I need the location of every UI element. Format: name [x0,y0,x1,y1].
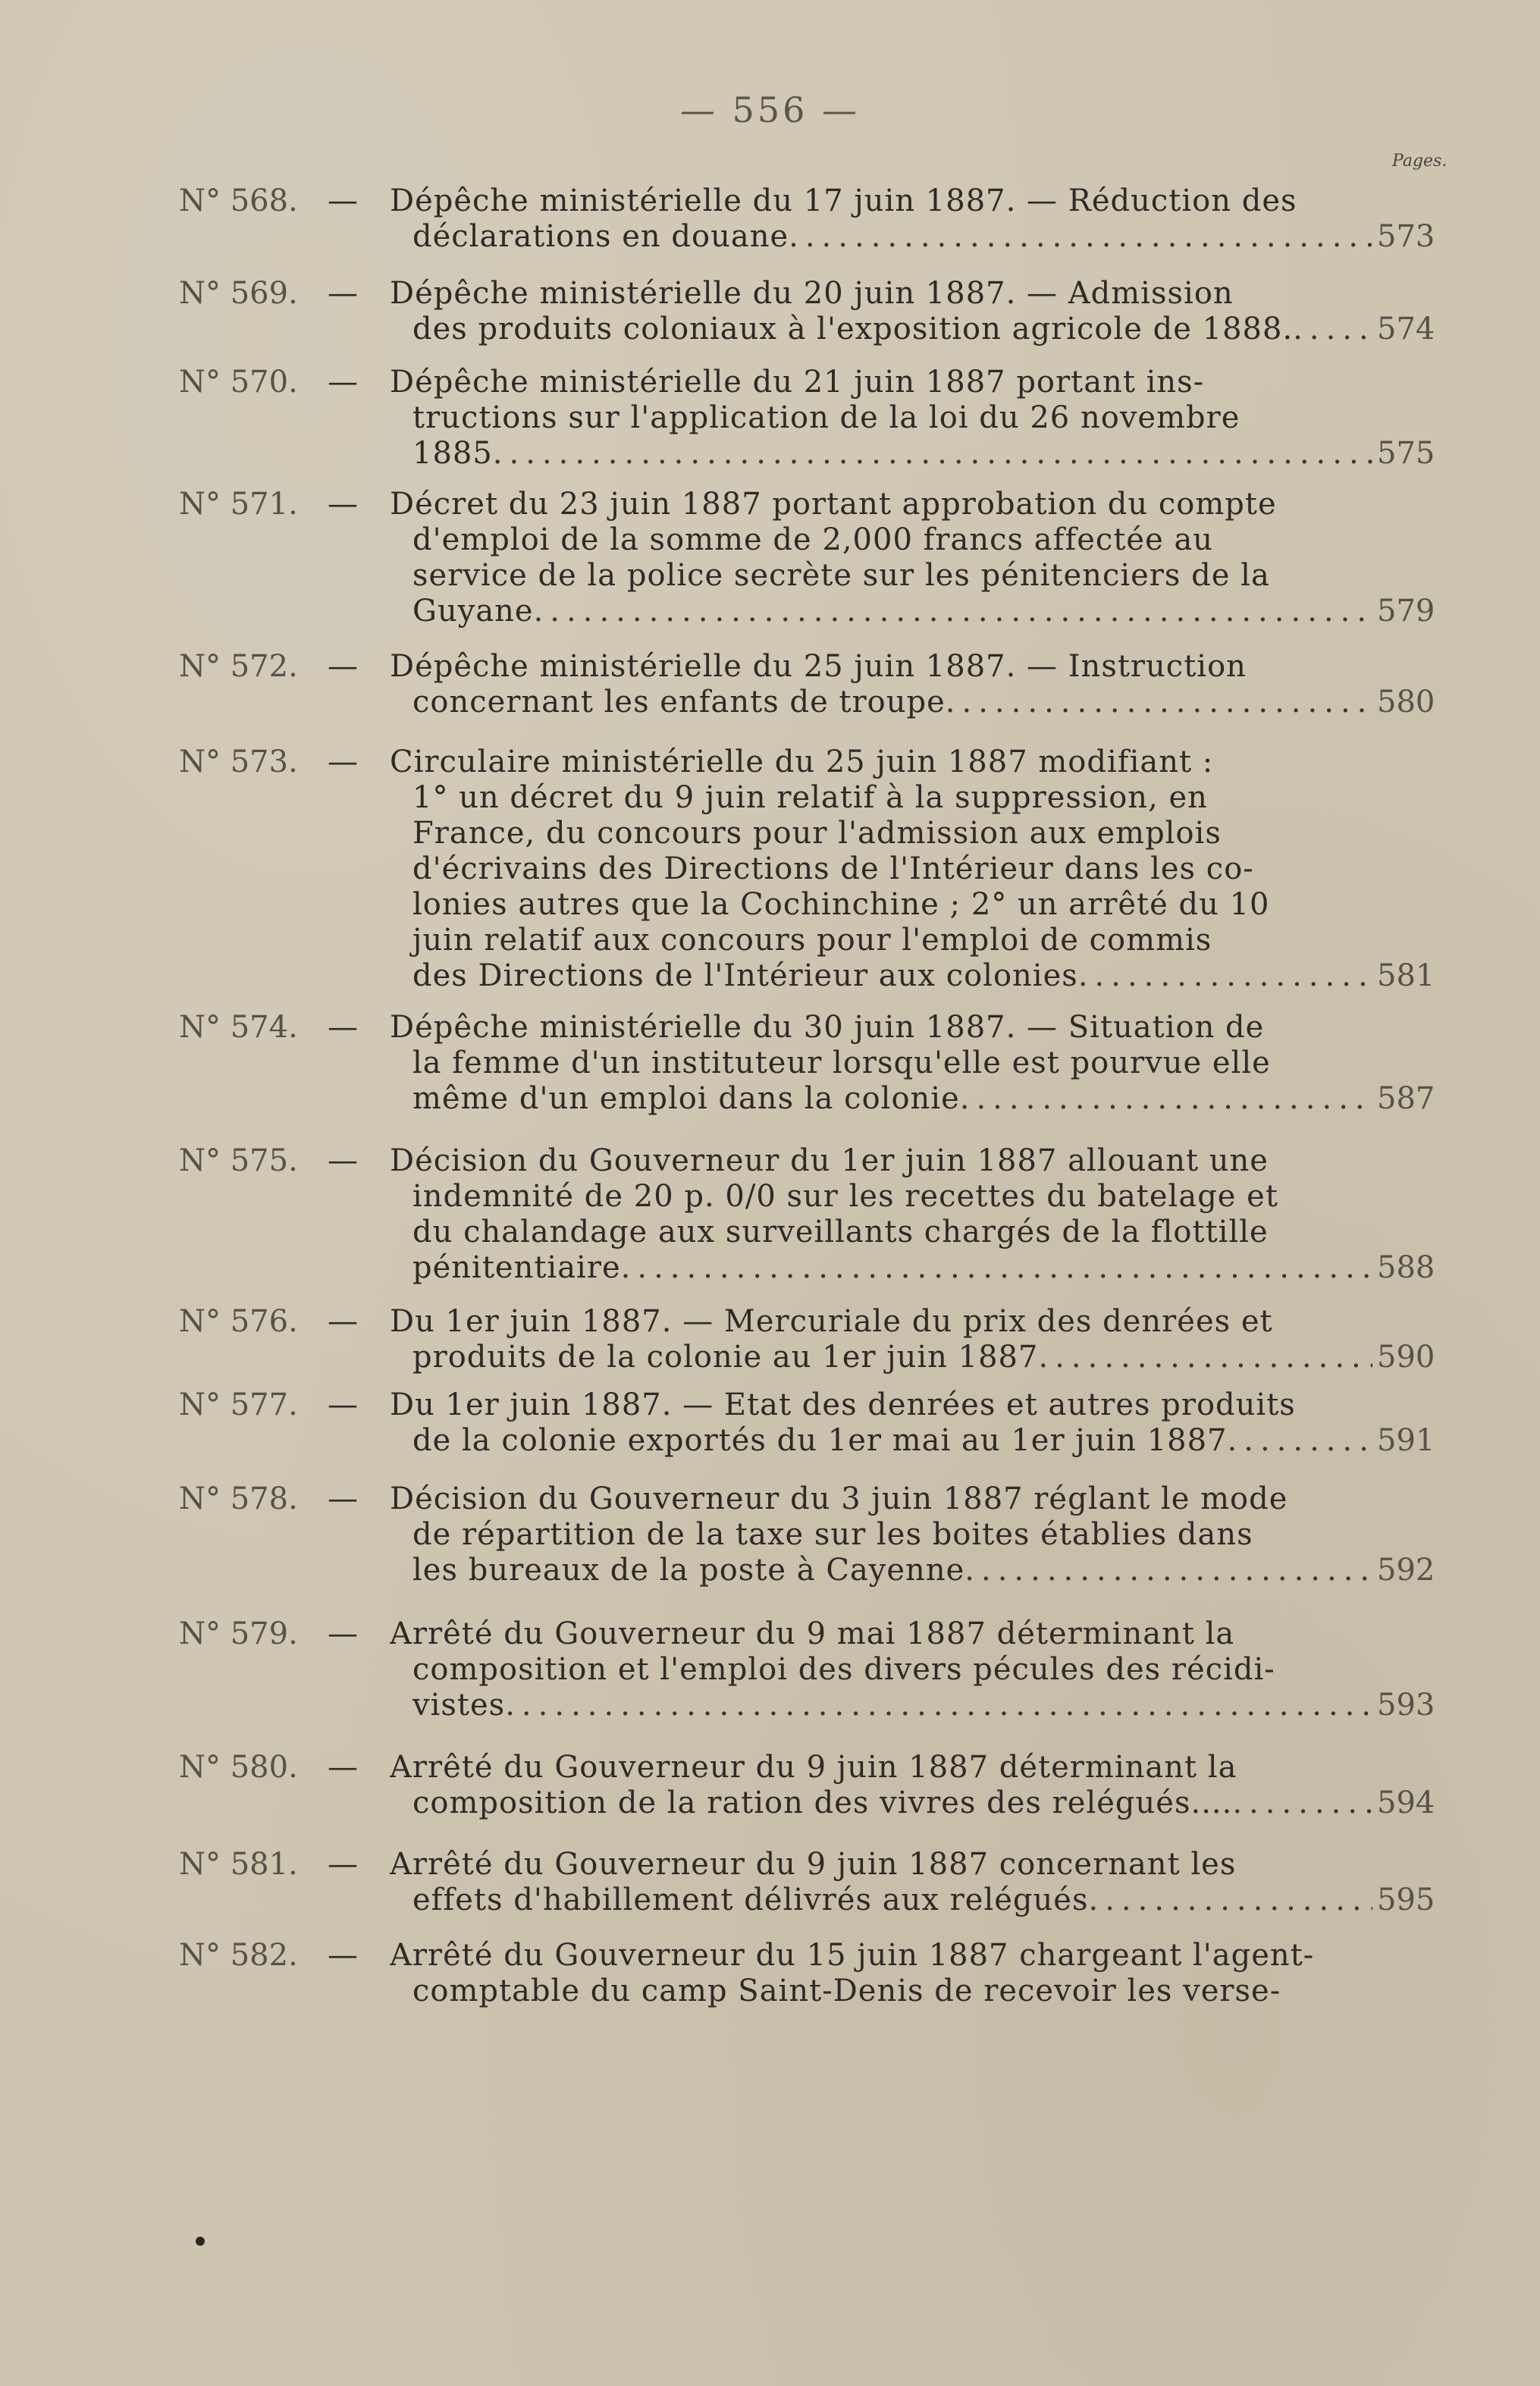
entry-page-number: 581 [1377,958,1435,993]
entry-dash: — [328,649,358,684]
entry-text [390,1616,1372,1723]
entry-page-number: 579 [1377,594,1435,629]
entry-line: Décret du 23 juin 1887 portant approbation du compte [390,487,1277,522]
entry-text [390,365,1372,472]
entry-dash: — [328,1481,358,1516]
entry-page-number: 573 [1377,219,1435,254]
entry-last-line-text: les bureaux de la poste à Cayenne [412,1553,965,1588]
entry-number: N° 578. [179,1481,298,1516]
entry-last-line-text: de la colonie exportés du 1er mai au 1er juin 1887 [412,1423,1228,1458]
entry-line: tructions sur l'application de la loi du 26 novembre [412,400,1240,435]
entry-text [390,1387,1372,1459]
entry-line: lonies autres que la Cochinchine ; 2° un arrêté du 10 [412,887,1270,922]
entry-line: d'emploi de la somme de 2,000 francs affectée au [412,522,1214,557]
entry-last-line [390,1553,1372,1588]
entry-page-number: 590 [1377,1340,1435,1375]
entry-page-number: 575 [1377,436,1435,471]
entry-number: N° 576. [179,1304,298,1339]
entry-number: N° 571. [179,487,298,522]
dot-leader [964,1553,1372,1588]
entry-text [390,1143,1372,1286]
entry-dash: — [328,1938,358,1973]
entry-line: la femme d'un instituteur lorsqu'elle est pourvue elle [412,1046,1271,1080]
entry-number: N° 570. [179,365,298,400]
entry-line: Arrêté du Gouverneur du 9 mai 1887 déterminant la [390,1616,1235,1651]
entry-line: France, du concours pour l'admission aux emplois [412,816,1222,851]
entry-line: du chalandage aux surveillants chargés de la flottille [412,1215,1269,1249]
entry-number: N° 574. [179,1010,298,1045]
entry-dash: — [328,1387,358,1422]
entry-last-line-text: effets d'habillement délivrés aux relégués [412,1883,1089,1917]
entry-text [390,487,1372,629]
entry-last-line [390,1883,1372,1918]
entry-line: Circulaire ministérielle du 25 juin 1887 modifiant : [390,745,1214,779]
entry-page-number: 591 [1377,1423,1435,1458]
dot-leader [960,1081,1372,1117]
entry-last-line [390,958,1372,994]
entry-last-line [390,1423,1372,1459]
entry-last-line [390,1688,1372,1723]
entry-page-number: 588 [1377,1250,1435,1285]
entry-line: Dépêche ministérielle du 30 juin 1887. — Situation de [390,1010,1265,1045]
entry-dash: — [328,1304,358,1339]
entry-number: N° 569. [179,276,298,311]
entry-line: Décision du Gouverneur du 1er juin 1887 allouant une [390,1143,1269,1178]
ink-speck [196,2237,205,2246]
entry-text [390,1481,1372,1588]
entry-line: Dépêche ministérielle du 21 juin 1887 portant ins- [390,365,1205,400]
entry-text [390,1938,1372,2009]
entry-text [390,276,1372,347]
entry-line: Arrêté du Gouverneur du 15 juin 1887 chargeant l'agent- [390,1938,1315,1973]
entry-line: Dépêche ministérielle du 17 juin 1887. — Réduction des [390,183,1297,218]
entry-last-line-text: 1885 [412,436,493,471]
entry-last-line-text: pénitentiaire [412,1250,621,1285]
entry-text [390,1304,1372,1375]
pages-column-label: Pages. [1392,152,1447,171]
entry-dash: — [328,1750,358,1785]
entry-dash: — [328,487,358,522]
entry-text [390,1750,1372,1821]
entry-line: de répartition de la taxe sur les boites établies dans [412,1517,1253,1552]
entry-number: N° 572. [179,649,298,684]
entry-dash: — [328,183,358,218]
entry-last-line-text: déclarations en douane [412,219,789,254]
entry-line: Décision du Gouverneur du 3 juin 1887 réglant le mode [390,1481,1288,1516]
dot-leader [946,685,1372,720]
entry-text [390,1847,1372,1918]
dot-leader [1038,1340,1372,1375]
entry-line: juin relatif aux concours pour l'emploi de commis [412,923,1212,958]
entry-page-number: 593 [1377,1688,1435,1723]
entry-text [390,745,1372,994]
entry-last-line-text: des Directions de l'Intérieur aux colonies [412,958,1078,993]
dot-leader [621,1250,1372,1286]
entry-text [390,183,1372,255]
entry-last-line [390,312,1372,347]
dot-leader [534,594,1372,629]
entry-number: N° 580. [179,1750,298,1785]
entry-last-line-text: concernant les enfants de troupe [412,685,946,720]
entry-dash: — [328,276,358,311]
entry-number: N° 577. [179,1387,298,1422]
entry-line: Du 1er juin 1887. — Mercuriale du prix des denrées et [390,1304,1273,1339]
dot-leader [1228,1423,1372,1459]
entry-last-line-text: produits de la colonie au 1er juin 1887 [412,1340,1039,1375]
dot-leader [789,219,1372,255]
entry-line: Du 1er juin 1887. — Etat des denrées et autres produits [390,1387,1296,1422]
entry-dash: — [328,745,358,779]
entry-dash: — [328,1143,358,1178]
entry-number: N° 582. [179,1938,298,1973]
entry-line: Arrêté du Gouverneur du 9 juin 1887 concernant les [390,1847,1237,1882]
entry-line: Arrêté du Gouverneur du 9 juin 1887 déterminant la [390,1750,1237,1785]
entry-line: d'écrivains des Directions de l'Intérieur dans les co- [412,851,1254,886]
entry-page-number: 595 [1377,1883,1435,1917]
entry-last-line [390,685,1372,720]
page-header: — 556 — [679,89,861,130]
entry-number: N° 579. [179,1616,298,1651]
dot-leader [1293,312,1372,347]
entry-line: indemnité de 20 p. 0/0 sur les recettes du batelage et [412,1179,1278,1214]
dot-leader [493,436,1372,472]
entry-last-line-text: composition de la ration des vivres des relégués.... [412,1786,1233,1820]
entry-text [390,649,1372,720]
entry-line: service de la police secrète sur les pénitenciers de la [412,558,1270,593]
dot-leader [505,1688,1372,1723]
dot-leader [1078,958,1372,994]
entry-last-line [390,1340,1372,1375]
entry-page-number: 574 [1377,312,1435,346]
entry-dash: — [328,1847,358,1882]
entry-page-number: 580 [1377,685,1435,720]
entry-last-line [390,594,1372,629]
entry-last-line [390,1786,1372,1821]
entry-number: N° 568. [179,183,298,218]
entry-dash: — [328,1616,358,1651]
entry-number: N° 573. [179,745,298,779]
entry-last-line [390,436,1372,472]
entry-line: Dépêche ministérielle du 20 juin 1887. — Admission [390,276,1234,311]
entry-last-line [390,1081,1372,1117]
entry-dash: — [328,1010,358,1045]
entry-last-line-text: Guyane [412,594,534,629]
entry-page-number: 594 [1377,1786,1435,1820]
entry-last-line-text: même d'un emploi dans la colonie [412,1081,960,1116]
entry-last-line [390,1250,1372,1286]
entry-line: comptable du camp Saint-Denis de recevoir les verse- [412,1974,1281,2008]
entry-line: composition et l'emploi des divers pécules des récidi- [412,1652,1275,1687]
entry-line: 1° un décret du 9 juin relatif à la suppression, en [412,780,1208,815]
entry-last-line-text: vistes [412,1688,506,1723]
entry-text [390,1010,1372,1117]
entry-dash: — [328,365,358,400]
entry-page-number: 592 [1377,1553,1435,1588]
entry-last-line [390,219,1372,255]
dot-leader [1232,1786,1372,1821]
entry-number: N° 575. [179,1143,298,1178]
entry-last-line-text: des produits coloniaux à l'exposition agricole de 1888. [412,312,1294,346]
dot-leader [1089,1883,1373,1918]
entry-line: Dépêche ministérielle du 25 juin 1887. — Instruction [390,649,1247,684]
entry-number: N° 581. [179,1847,298,1882]
entry-page-number: 587 [1377,1081,1435,1116]
